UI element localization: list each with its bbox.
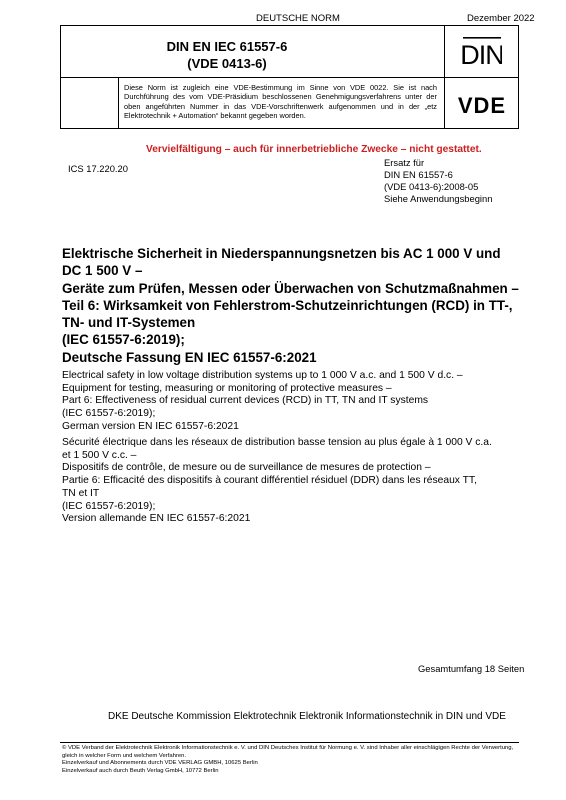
reproduction-notice: Vervielfältigung – auch für innerbetriebliche Zwecke – nicht gestattet. bbox=[146, 144, 482, 155]
title-line: (IEC 61557-6:2019); bbox=[62, 500, 156, 512]
title-line: (IEC 61557-6:2019); bbox=[62, 332, 185, 348]
document-type-label: DEUTSCHE NORM bbox=[256, 13, 340, 24]
title-line: DC 1 500 V – bbox=[62, 263, 143, 279]
title-line: TN- und IT-Systemen bbox=[62, 315, 196, 331]
title-line: Sécurité électrique dans les réseaux de distribution basse tension au plus égale à 1 000 V c.a. bbox=[62, 437, 492, 448]
total-pages: Gesamtumfang 18 Seiten bbox=[418, 663, 525, 674]
title-line: Part 6: Effectiveness of residual current devices (RCD) in TT, TN and IT systems bbox=[62, 395, 429, 407]
title-line: Partie 6: Efficacité des dispositifs à courant différentiel résiduel (DDR) dans les réseaux TT, bbox=[62, 475, 477, 487]
title-line: Dispositifs de contrôle, de mesure ou de surveillance de mesures de protection – bbox=[62, 462, 431, 474]
replacement-line: Ersatz für bbox=[384, 157, 425, 168]
title-line: (IEC 61557-6:2019); bbox=[62, 408, 156, 420]
copyright-line: gleich in welcher Form und welchem Verfahren. bbox=[62, 752, 187, 759]
vde-regulation-note: Diese Norm ist zugleich eine VDE-Bestimmung im Sinne von VDE 0022. Sie ist nach Durchführung des vom VDE-Präsidium beschlossenen Genehmigungsverfahrens unter der oben angeführten Nummer in das VDE-Vorschriftenwerk aufgenommen und in der „etz Elektrotechnik + Automation“ bekannt gegeben worden. bbox=[124, 83, 437, 120]
title-german bbox=[62, 245, 519, 366]
vde-logo bbox=[452, 94, 512, 121]
title-line: German version EN IEC 61557-6:2021 bbox=[62, 420, 239, 432]
title-line: Deutsche Fassung EN IEC 61557-6:2021 bbox=[62, 349, 317, 365]
title-line: Geräte zum Prüfen, Messen oder Überwachen von Schutzmaßnahmen – bbox=[62, 280, 519, 296]
din-logo bbox=[462, 36, 502, 70]
copyright-line: Einzelverkauf und Abonnements durch VDE VERLAG GMBH, 10625 Berlin bbox=[62, 760, 258, 767]
svg-text:VDE: VDE bbox=[457, 94, 507, 116]
svg-text:DIN: DIN bbox=[462, 40, 502, 70]
title-english bbox=[62, 370, 463, 434]
title-line: et 1 500 V c.c. – bbox=[62, 449, 137, 461]
replacement-line: DIN EN 61557-6 bbox=[384, 169, 453, 180]
ics-code: ICS 17.220.20 bbox=[68, 163, 128, 174]
replacement-info bbox=[384, 157, 492, 205]
standard-number: DIN EN IEC 61557-6 bbox=[166, 39, 288, 54]
vde-classification-number: (VDE 0413-6) bbox=[187, 56, 267, 71]
divider-vertical-left bbox=[118, 77, 119, 129]
title-line: Elektrische Sicherheit in Niederspannungsnetzen bis AC 1 000 V und bbox=[62, 246, 501, 261]
dke-footer: DKE Deutsche Kommission Elektrotechnik Elektronik Informationstechnik in DIN und VDE bbox=[108, 711, 506, 722]
replacement-line: (VDE 0413-6):2008-05 bbox=[384, 181, 479, 192]
footer-rule bbox=[60, 742, 519, 743]
divider-horizontal bbox=[60, 77, 519, 78]
title-french bbox=[62, 437, 492, 526]
issue-date: Dezember 2022 bbox=[467, 13, 535, 24]
title-line: Electrical safety in low voltage distribution systems up to 1 000 V a.c. and 1 500 V d.c. – bbox=[62, 370, 463, 381]
copyright-line: © VDE Verband der Elektrotechnik Elektronik Informationstechnik e. V. und DIN Deutsches Institut für Normung e. V. sind Inhaber aller einschlägigen Rechte der Verwertung, bbox=[62, 745, 514, 751]
replacement-line: Siehe Anwendungsbeginn bbox=[384, 193, 493, 204]
title-line: Version allemande EN IEC 61557-6:2021 bbox=[62, 513, 251, 525]
title-line: Equipment for testing, measuring or monitoring of protective measures – bbox=[62, 382, 392, 394]
title-line: TN et IT bbox=[62, 487, 100, 499]
title-line: Teil 6: Wirksamkeit von Fehlerstrom-Schutzeinrichtungen (RCD) in TT-, bbox=[62, 297, 513, 313]
copyright-line: Einzelverkauf auch durch Beuth Verlag GmbH, 10772 Berlin bbox=[62, 767, 219, 774]
copyright-block bbox=[62, 745, 513, 775]
